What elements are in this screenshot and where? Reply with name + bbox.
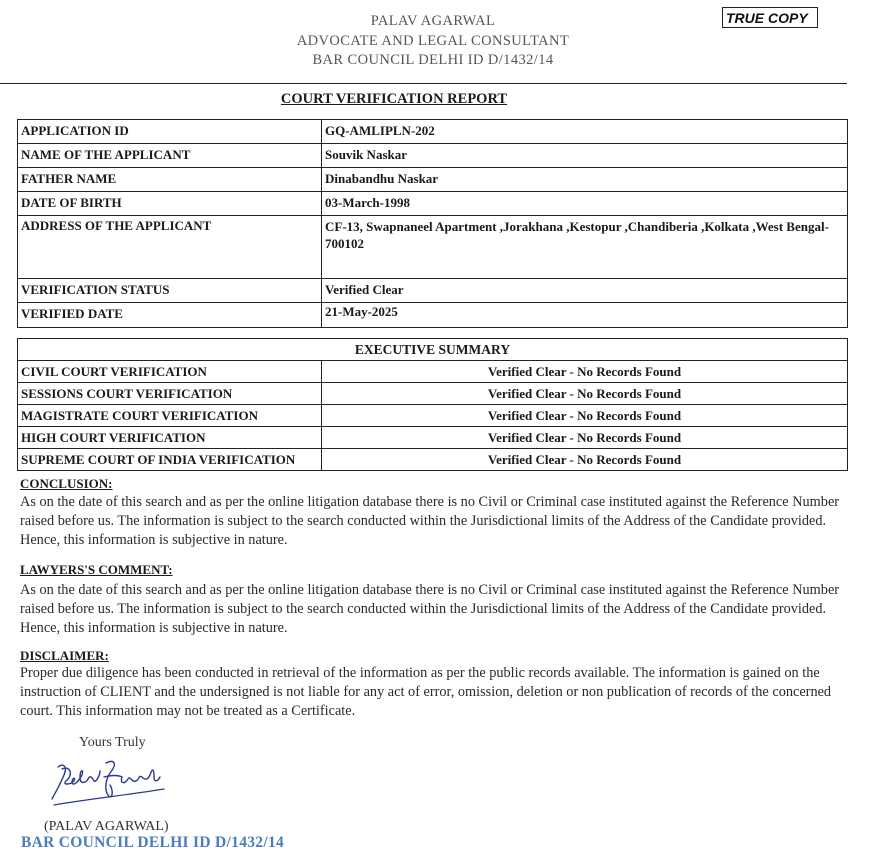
table-row	[18, 405, 848, 427]
summary-value: Verified Clear - No Records Found	[322, 361, 848, 383]
table-row	[18, 383, 848, 405]
detail-value: GQ-AMLIPLN-202	[322, 120, 848, 144]
table-row	[18, 144, 848, 168]
summary-label: HIGH COURT VERIFICATION	[18, 427, 322, 449]
table-row	[18, 279, 848, 303]
detail-value: 03-March-1998	[322, 192, 848, 216]
detail-label: VERIFIED DATE	[18, 303, 322, 328]
detail-label: DATE OF BIRTH	[18, 192, 322, 216]
detail-label: VERIFICATION STATUS	[18, 279, 322, 303]
disclaimer-heading: DISCLAIMER:	[20, 648, 109, 663]
report-title: COURT VERIFICATION REPORT	[280, 91, 508, 107]
advocate-name: PALAV AGARWAL	[370, 13, 496, 29]
detail-label: ADDRESS OF THE APPLICANT	[18, 216, 322, 279]
detail-label: NAME OF THE APPLICANT	[18, 144, 322, 168]
summary-label: SESSIONS COURT VERIFICATION	[18, 383, 322, 405]
summary-label: SUPREME COURT OF INDIA VERIFICATION	[18, 449, 322, 471]
advocate-bar-id: BAR COUNCIL DELHI ID D/1432/14	[312, 52, 554, 68]
lawyers-comment-heading: LAWYERS'S COMMENT:	[20, 562, 173, 577]
table-row	[18, 361, 848, 383]
disclaimer-text: Proper due diligence has been conducted in retrieval of the information as per the public records available. The information is gained on the instruction of CLIENT and the undersigned is not liable for any act of error, omission, deletion or non publication of records of the concerned court. This information may not be treated as a Certificate.	[20, 665, 832, 719]
signatory-bar-id: BAR COUNCIL DELHI ID D/1432/14	[21, 834, 285, 851]
detail-value: Verified Clear	[322, 279, 848, 303]
signatory-name: (PALAV AGARWAL)	[44, 819, 169, 834]
table-row	[18, 120, 848, 144]
summary-value: Verified Clear - No Records Found	[322, 427, 848, 449]
summary-value: Verified Clear - No Records Found	[322, 449, 848, 471]
true-copy-stamp: TRUE COPY	[722, 7, 818, 28]
summary-value: Verified Clear - No Records Found	[322, 383, 848, 405]
conclusion-heading: CONCLUSION:	[20, 476, 113, 491]
detail-value: Souvik Naskar	[322, 144, 848, 168]
table-row	[18, 168, 848, 192]
detail-label: APPLICATION ID	[18, 120, 322, 144]
table-header-row	[18, 339, 848, 361]
executive-summary-title: EXECUTIVE SUMMARY	[18, 339, 848, 361]
executive-summary-table	[17, 338, 848, 471]
summary-label: CIVIL COURT VERIFICATION	[18, 361, 322, 383]
lawyers-comment-text: As on the date of this search and as per the online litigation database there is no Civil or Criminal case instituted against the Reference Number raised before us. The information is subject to the search conducted within the Jurisdictional limits of the Address of the Candidate provided. Hence, this information is subjective in nature.	[20, 582, 840, 636]
table-row	[18, 216, 848, 279]
summary-label: MAGISTRATE COURT VERIFICATION	[18, 405, 322, 427]
conclusion-text: As on the date of this search and as per the online litigation database there is no Civil or Criminal case instituted against the Reference Number raised before us. The information is subject to the search conducted within the Jurisdictional limits of the Address of the Candidate provided. Hence, this information is subjective in nature.	[20, 494, 840, 548]
closing-salutation: Yours Truly	[79, 735, 146, 750]
table-row	[18, 427, 848, 449]
header-divider	[0, 83, 847, 84]
applicant-details-table	[17, 119, 848, 328]
table-row	[18, 303, 848, 328]
handwritten-signature	[48, 755, 168, 815]
detail-value: Dinabandhu Naskar	[322, 168, 848, 192]
detail-value: 21-May-2025	[322, 303, 848, 328]
summary-value: Verified Clear - No Records Found	[322, 405, 848, 427]
advocate-designation: ADVOCATE AND LEGAL CONSULTANT	[296, 33, 570, 49]
table-row	[18, 449, 848, 471]
detail-value: CF-13, Swapnaneel Apartment ,Jorakhana ,Kestopur ,Chandiberia ,Kolkata ,West Bengal-700102	[322, 216, 848, 279]
detail-label: FATHER NAME	[18, 168, 322, 192]
table-row	[18, 192, 848, 216]
